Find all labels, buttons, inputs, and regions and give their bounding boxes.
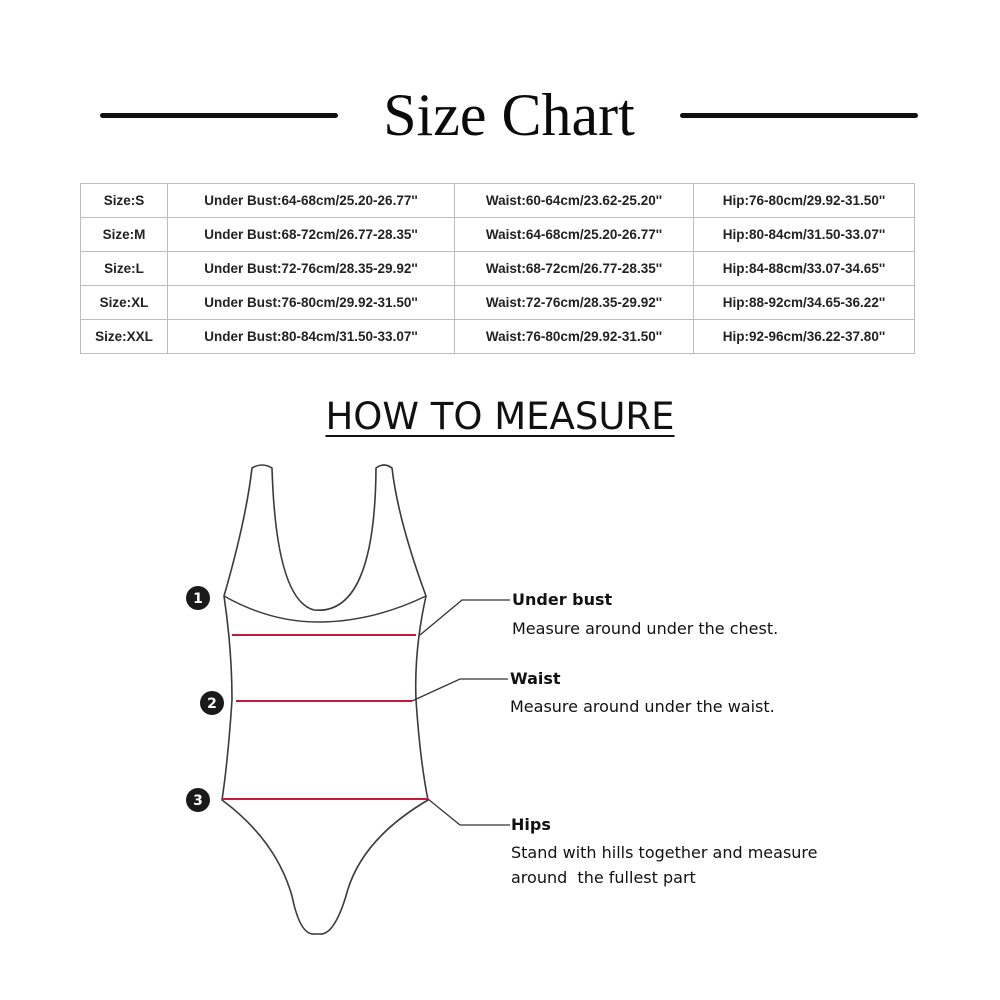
hips-title: Hips — [511, 815, 551, 834]
marker-1 — [186, 586, 210, 610]
under-bust-cell: Under Bust:72-76cm/28.35-29.92'' — [168, 252, 455, 286]
under-bust-cell: Under Bust:64-68cm/25.20-26.77'' — [168, 184, 455, 218]
size-cell: Size:XL — [81, 286, 168, 320]
waist-title: Waist — [510, 669, 561, 688]
marker-2-label: 2 — [207, 696, 217, 712]
marker-3-label: 3 — [193, 793, 203, 809]
under-bust-desc: Measure around under the chest. — [512, 619, 779, 638]
hip-cell: Hip:76-80cm/29.92-31.50'' — [694, 184, 915, 218]
hips-leader — [428, 799, 510, 825]
marker-2 — [200, 691, 224, 715]
waist-cell: Waist:68-72cm/26.77-28.35'' — [455, 252, 694, 286]
under-bust-cell: Under Bust:76-80cm/29.92-31.50'' — [168, 286, 455, 320]
size-cell: Size:M — [81, 218, 168, 252]
swimsuit-outline — [222, 465, 428, 934]
marker-3 — [186, 788, 210, 812]
size-cell: Size:S — [81, 184, 168, 218]
page-title: Size Chart — [383, 82, 635, 148]
size-cell: Size:XXL — [81, 320, 168, 354]
waist-desc: Measure around under the waist. — [510, 697, 775, 716]
hip-cell: Hip:92-96cm/36.22-37.80'' — [694, 320, 915, 354]
under-bust-cell: Under Bust:80-84cm/31.50-33.07'' — [168, 320, 455, 354]
hip-cell: Hip:88-92cm/34.65-36.22'' — [694, 286, 915, 320]
marker-1-label: 1 — [193, 591, 203, 607]
hips-desc-line-1: Stand with hills together and measure — [511, 843, 818, 862]
how-to-measure-title: HOW TO MEASURE — [325, 395, 675, 438]
hip-cell: Hip:84-88cm/33.07-34.65'' — [694, 252, 915, 286]
waist-cell: Waist:76-80cm/29.92-31.50'' — [455, 320, 694, 354]
under-bust-cell: Under Bust:68-72cm/26.77-28.35'' — [168, 218, 455, 252]
size-cell: Size:L — [81, 252, 168, 286]
hips-desc-line-2: around the fullest part — [511, 868, 696, 887]
waist-cell: Waist:60-64cm/23.62-25.20'' — [455, 184, 694, 218]
under-bust-leader — [420, 600, 510, 635]
hip-cell: Hip:80-84cm/31.50-33.07'' — [694, 218, 915, 252]
waist-cell: Waist:72-76cm/28.35-29.92'' — [455, 286, 694, 320]
waist-cell: Waist:64-68cm/25.20-26.77'' — [455, 218, 694, 252]
waist-leader — [412, 679, 508, 701]
under-bust-title: Under bust — [512, 590, 613, 609]
